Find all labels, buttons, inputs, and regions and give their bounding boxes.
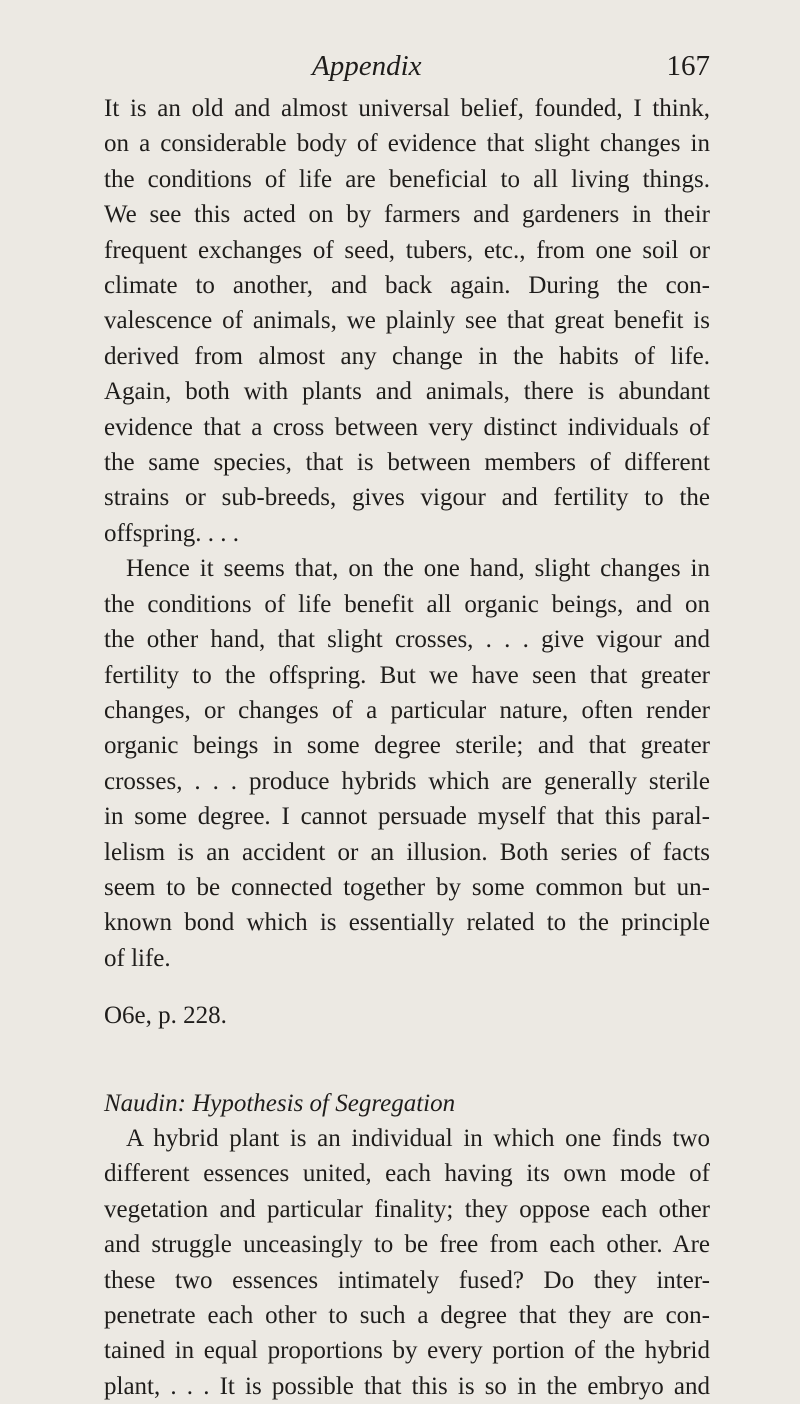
page-number: 167 bbox=[666, 50, 710, 82]
text-line: these two essences intimately fused? Do they inter- bbox=[104, 1266, 710, 1294]
text-line: the same species, that is between members of different bbox=[104, 449, 710, 477]
text-line: tained in equal proportions by every portion of the hybrid bbox=[104, 1337, 710, 1365]
text-line: in some degree. I cannot persuade myself that this paral- bbox=[104, 803, 710, 831]
source-citation: O6e, p. 228. bbox=[104, 1002, 227, 1030]
text-line: and struggle unceasingly to be free from each other. Are bbox=[104, 1231, 710, 1259]
text-line: lelism is an accident or an illusion. Both series of facts bbox=[104, 838, 710, 866]
text-line: We see this acted on by farmers and gardeners in their bbox=[104, 201, 710, 229]
text-line: different essences united, each having its own mode of bbox=[104, 1160, 710, 1188]
text-line: strains or sub-breeds, gives vigour and fertility to the bbox=[104, 484, 710, 512]
text-line: evidence that a cross between very distinct individuals of bbox=[104, 413, 710, 441]
text-line: organic beings in some degree sterile; and that greater bbox=[104, 732, 710, 760]
text-line: fertility to the offspring. But we have seen that greater bbox=[104, 661, 710, 689]
text-line: vegetation and particular finality; they oppose each other bbox=[104, 1195, 710, 1223]
text-line: plant, . . . It is possible that this is so in the embryo and bbox=[104, 1372, 710, 1400]
text-line: Again, both with plants and animals, there is abundant bbox=[104, 378, 710, 406]
paragraph-naudin bbox=[104, 1121, 710, 1404]
text-line: Hence it seems that, on the one hand, slight changes in bbox=[126, 555, 710, 583]
text-line: the conditions of life benefit all organic beings, and on bbox=[104, 590, 710, 618]
text-line: climate to another, and back again. During the con- bbox=[104, 272, 710, 300]
body-text bbox=[104, 91, 710, 1404]
text-line: crosses, . . . produce hybrids which are generally sterile bbox=[104, 767, 710, 795]
text-line: offspring. . . . bbox=[104, 519, 239, 547]
running-head bbox=[312, 50, 710, 94]
text-line: changes, or changes of a particular nature, often render bbox=[104, 696, 710, 724]
text-line: of life. bbox=[104, 944, 171, 972]
running-title: Appendix bbox=[312, 50, 422, 82]
section-heading: Naudin: Hypothesis of Segregation bbox=[104, 1089, 456, 1117]
text-line: the other hand, that slight crosses, . . . give vigour and bbox=[104, 626, 710, 654]
text-line: penetrate each other to such a degree that they are con- bbox=[104, 1302, 710, 1329]
text-line: on a considerable body of evidence that slight changes in bbox=[104, 130, 710, 158]
text-line: valescence of animals, we plainly see that great benefit is bbox=[104, 307, 710, 335]
text-line: It is an old and almost universal belief, founded, I think, bbox=[104, 95, 710, 122]
text-line: frequent exchanges of seed, tubers, etc., from one soil or bbox=[104, 236, 710, 264]
text-line: the conditions of life are beneficial to all living things. bbox=[104, 165, 710, 193]
text-line: known bond which is essentially related to the principle bbox=[104, 909, 710, 937]
paragraph-belief bbox=[104, 91, 710, 551]
text-line: derived from almost any change in the habits of life. bbox=[104, 342, 710, 370]
text-line: A hybrid plant is an individual in which one finds two bbox=[126, 1124, 710, 1152]
paragraph-hence bbox=[104, 551, 710, 976]
text-line: seem to be connected together by some common but un- bbox=[104, 873, 710, 901]
